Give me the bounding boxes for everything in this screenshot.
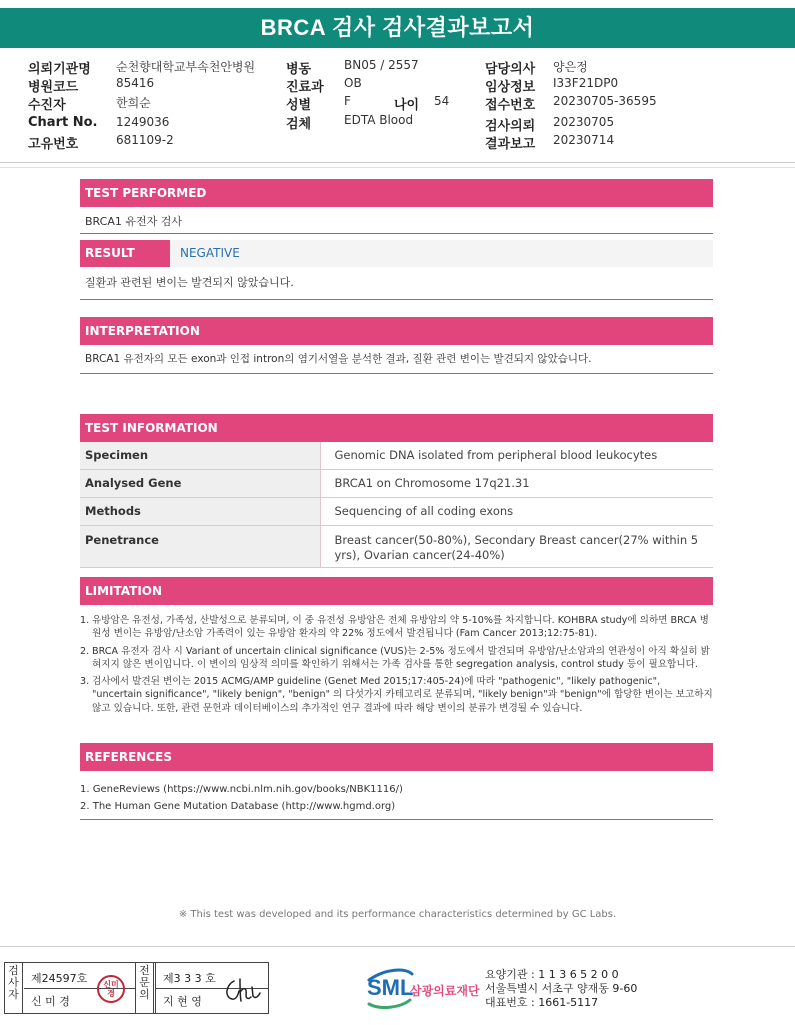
interpretation-section (80, 317, 713, 366)
list-item (80, 675, 713, 715)
header-value: 순천향대학교부속천안병원 (116, 60, 256, 74)
section-heading: TEST PERFORMED (80, 179, 713, 207)
section-divider (80, 233, 713, 234)
references-section (80, 743, 713, 771)
specialist-label: 전문의 (136, 963, 154, 1013)
list-text: BRCA 유전자 검사 시 Variant of uncertain clinical significance (VUS)는 2-5% 정도에서 발견되며 유방암/난소암과의 연관성이 아직 확실히 밝혀지지 않은 변이입니다. 이 변이의 임상적 의미를 확인하기 위해서는 가족 검사를 통한 segregation analysis, control study 등이 필요합니다. (92, 645, 710, 670)
org-address (485, 968, 637, 1010)
section-heading: INTERPRETATION (80, 317, 713, 345)
header-label: 진료과 (286, 80, 324, 95)
references-list (80, 781, 713, 815)
header-label: 검체 (286, 117, 312, 132)
header-value: BN05 / 2557 (344, 58, 419, 72)
table-row (80, 498, 713, 526)
list-text: 유방암은 유전성, 가족성, 산발성으로 분류되며, 이 중 유전성 유방암은 전체 유방암의 약 5-10%를 차지합니다. KOHBRA study에 의하면 BRCA 병원성 변이는 유방암/난소암 가족력이 있는 유방암 환자의 약 22% 정도에서 발견됩니다 (Fam Cancer 2013;12:75-81). (92, 615, 709, 640)
section-divider (80, 819, 713, 820)
header-value: 20230705 (553, 115, 615, 129)
header-value: 54 (434, 94, 450, 108)
org-line: 대표번호 : 1661-5117 (485, 996, 599, 1009)
header-value: 양은정 (553, 60, 588, 74)
header-label: 수진자 (28, 98, 66, 113)
header-label: 검사의뢰 (485, 119, 536, 134)
list-item (80, 645, 713, 672)
header-label: 담당의사 (485, 62, 536, 77)
header-value: 20230705-36595 (553, 94, 657, 108)
list-number: 3. (80, 676, 90, 688)
header-label: 결과보고 (485, 137, 536, 152)
footnote: ※ This test was developed and its performance characteristics determined by GC Labs. (178, 909, 617, 920)
list-text: 검사에서 발견된 변이는 2015 ACMG/AMP guideline (Genet Med 2015;17:405-24)에 따라 "pathogenic", "likely pathogenic", "uncertain significance", "likely benign", "benign" 의 다섯가지 카테고리로 분류되며, "likely benign"과 "benign"에 합당한 변이는 보고하지 않고 있습니다. 또한, 관련 문헌과 데이터베이스의 추가적인 연구 결과에 따라 해당 변이의 분류가 변경될 수 있습니다. (92, 676, 713, 714)
header-value: 20230714 (553, 133, 615, 147)
section-divider (80, 299, 713, 300)
test-performed-section (80, 179, 713, 229)
header-value: 681109-2 (116, 133, 174, 147)
seal-text: 신미경 (103, 980, 119, 998)
section-heading: RESULT (80, 240, 170, 267)
header-label: 병동 (286, 62, 312, 77)
header-value: OB (344, 76, 362, 90)
header-label: 임상정보 (485, 80, 536, 95)
report-header (0, 56, 795, 156)
list-item (80, 614, 713, 641)
limitation-section (80, 577, 713, 605)
result-row (80, 240, 713, 267)
examiner-name: 신 미 경 (31, 995, 70, 1008)
header-label: 접수번호 (485, 98, 536, 113)
report-title: BRCA 검사 검사결과보고서 (0, 8, 795, 48)
org-line: 요양기관 : 1 1 3 6 5 2 0 0 (485, 968, 619, 981)
header-label: 병원코드 (28, 80, 79, 95)
table-row (80, 526, 713, 568)
test-performed-text: BRCA1 유전자 검사 (85, 215, 182, 228)
table-key: Specimen (80, 442, 320, 470)
org-line: 서울특별시 서초구 양재동 9-60 (485, 982, 638, 995)
header-label: 성별 (286, 98, 312, 113)
header-value: 1249036 (116, 115, 170, 129)
header-label: 의뢰기관명 (28, 62, 91, 77)
section-divider (80, 373, 713, 374)
header-value: F (344, 94, 351, 108)
result-section (80, 268, 713, 290)
section-heading: LIMITATION (80, 577, 713, 605)
list-number: 2. (80, 645, 90, 657)
footer-divider (0, 946, 795, 947)
table-value: Genomic DNA isolated from peripheral blood leukocytes (320, 442, 713, 470)
result-text: 질환과 관련된 변이는 발견되지 않았습니다. (85, 276, 294, 289)
table-key: Analysed Gene (80, 470, 320, 498)
header-value: I33F21DP0 (553, 76, 619, 90)
test-information-section (80, 414, 713, 442)
header-label: 나이 (394, 98, 420, 113)
result-value: NEGATIVE (180, 246, 240, 260)
examiner-seal (97, 975, 125, 1003)
limitation-list (80, 614, 713, 719)
header-divider (0, 162, 795, 163)
reference-item: 1. GeneReviews (https://www.ncbi.nlm.nih.gov/books/NBK1116/) (80, 784, 403, 795)
test-information-table (80, 442, 713, 568)
table-key: Methods (80, 498, 320, 526)
table-value: Sequencing of all coding exons (320, 498, 713, 526)
interpretation-text: BRCA1 유전자의 모든 exon과 인접 intron의 염기서열을 분석한 결과, 질환 관련 변이는 발견되지 않았습니다. (85, 353, 592, 365)
reference-item: 2. The Human Gene Mutation Database (http://www.hgmd.org) (80, 801, 396, 812)
table-value: Breast cancer(50-80%), Secondary Breast cancer(27% within 5 yrs), Ovarian cancer(24-40%) (320, 526, 713, 568)
table-value: BRCA1 on Chromosome 17q21.31 (320, 470, 713, 498)
list-number: 1. (80, 615, 90, 626)
section-heading: TEST INFORMATION (80, 414, 713, 442)
header-value: EDTA Blood (344, 113, 414, 127)
header-label: Chart No. (28, 115, 98, 130)
table-row (80, 470, 713, 498)
header-label: 고유번호 (28, 137, 79, 152)
org-logo-text: SML (367, 975, 414, 1000)
examiner-license: 제24597호 (31, 972, 88, 985)
handwritten-signature (222, 975, 262, 1003)
org-name: 삼광의료재단 (410, 984, 480, 998)
table-key: Penetrance (80, 526, 320, 568)
header-value: 한희순 (116, 96, 151, 110)
header-divider (0, 167, 795, 168)
specialist-license: 제3 3 3 호 (163, 972, 216, 985)
header-value: 85416 (116, 76, 155, 90)
specialist-name: 지 현 영 (163, 995, 202, 1008)
table-row (80, 442, 713, 470)
examiner-label: 검사자 (5, 963, 23, 1013)
section-heading: REFERENCES (80, 743, 713, 771)
